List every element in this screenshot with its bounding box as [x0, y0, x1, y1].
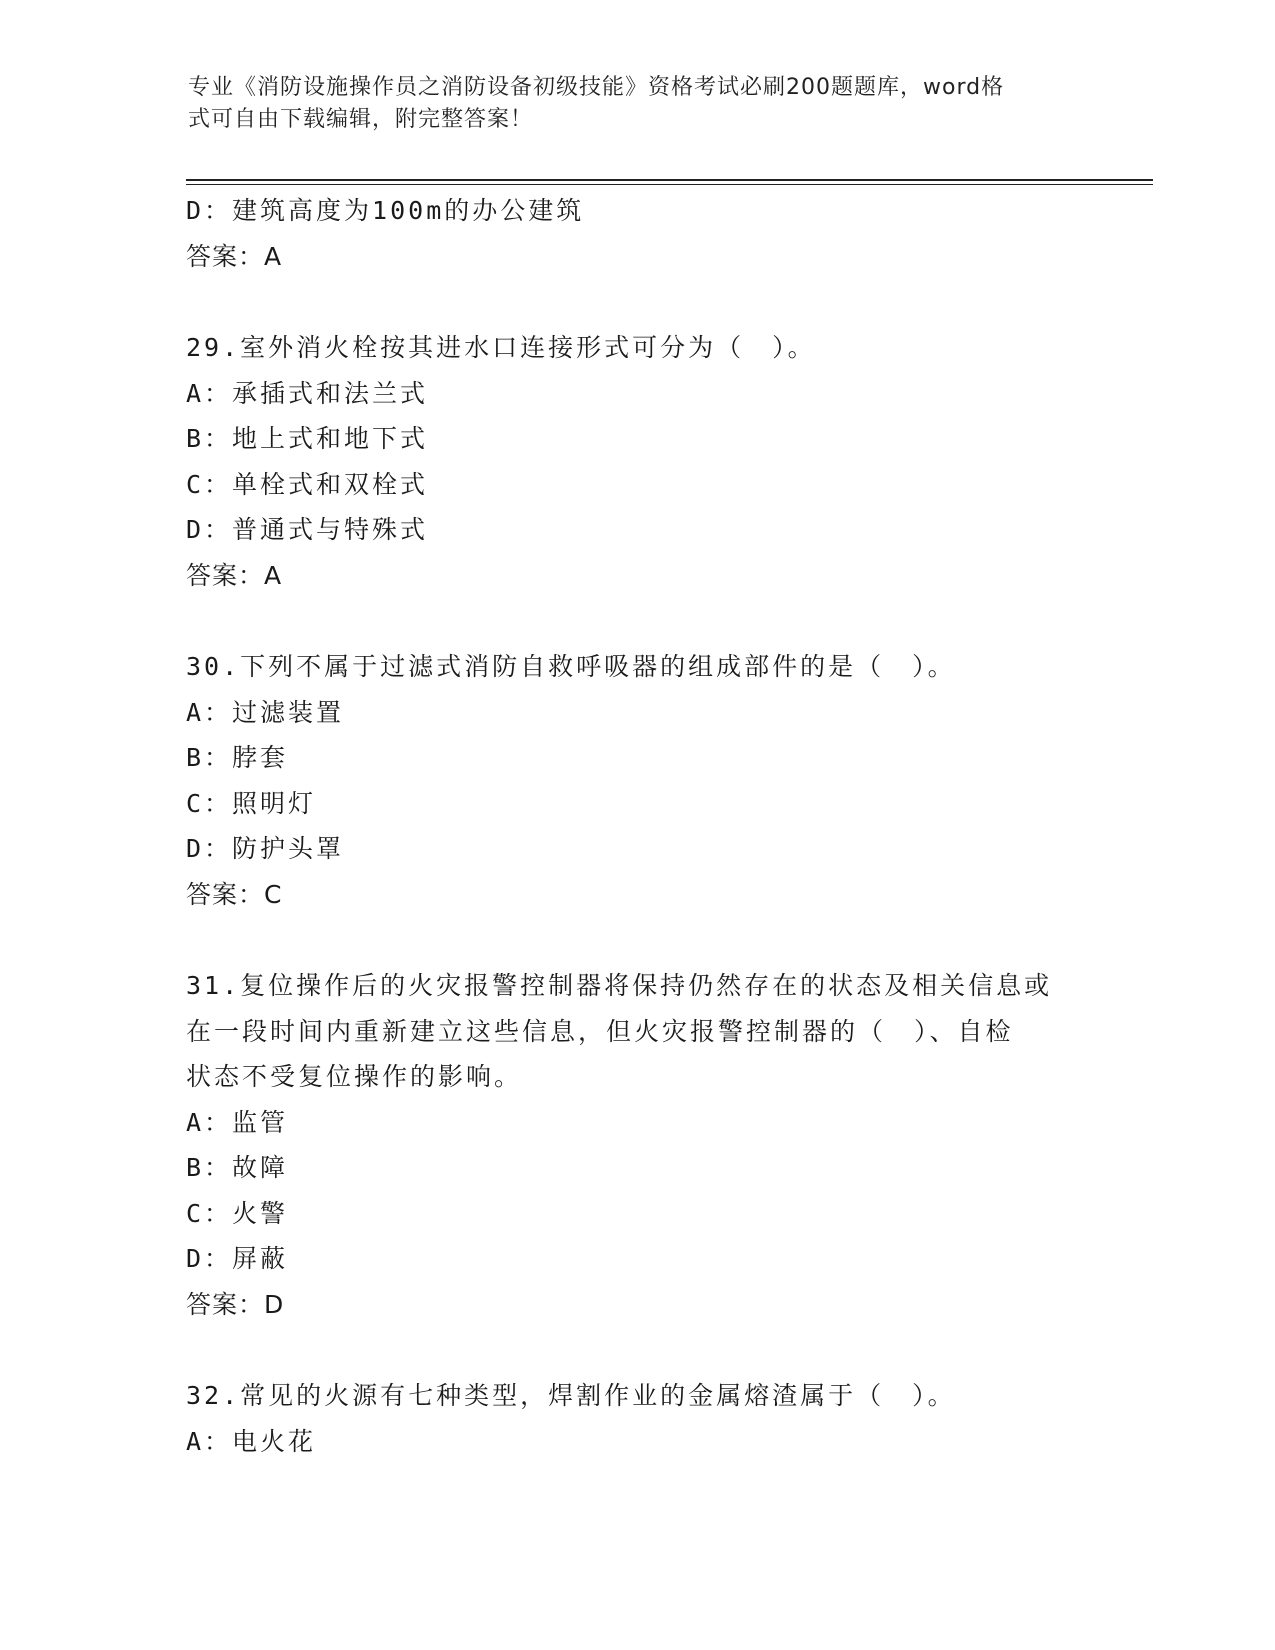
question-30-answer: 答案：C	[186, 879, 283, 909]
spacer	[186, 917, 1086, 963]
question-31	[186, 963, 1086, 1327]
question-31-option-c: C：火警	[186, 1198, 289, 1228]
question-31-option-b: B：故障	[186, 1153, 289, 1182]
question-30	[186, 644, 1086, 917]
spacer	[186, 1327, 1086, 1373]
question-31-text-line-2: 在一段时间内重新建立这些信息，但火灾报警控制器的（ ）、自检	[186, 1016, 1014, 1046]
question-30-option-b: B：脖套	[186, 743, 289, 772]
question-29-option-c: C：单栓式和双栓式	[186, 469, 429, 499]
question-30-text: 30.下列不属于过滤式消防自救呼吸器的组成部件的是（ ）。	[186, 652, 956, 681]
document-header	[188, 72, 1088, 136]
question-29-text: 29.室外消火栓按其进水口连接形式可分为（ ）。	[186, 333, 816, 362]
header-divider-thick	[186, 179, 1153, 181]
question-30-option-c: C：照明灯	[186, 788, 317, 818]
carryover-option-d: D：建筑高度为100m的办公建筑	[186, 196, 585, 225]
question-32-option-a: A：电火花	[186, 1426, 317, 1456]
carryover-answer: 答案：A	[186, 241, 283, 271]
spacer	[186, 279, 1086, 325]
question-31-answer: 答案：D	[186, 1289, 285, 1319]
question-29	[186, 325, 1086, 598]
header-title-line-1: 专业《消防设施操作员之消防设备初级技能》资格考试必刷200题题库，word格	[188, 75, 1005, 100]
question-32	[186, 1373, 1086, 1464]
question-32-text: 32.常见的火源有七种类型，焊割作业的金属熔渣属于（ ）。	[186, 1381, 956, 1410]
question-29-option-b: B：地上式和地下式	[186, 424, 429, 453]
spacer	[186, 598, 1086, 644]
question-31-text-line-1: 31.复位操作后的火灾报警控制器将保持仍然存在的状态及相关信息或	[186, 971, 1053, 1000]
question-31-text-line-3: 状态不受复位操作的影响。	[186, 1062, 523, 1091]
question-29-option-a: A：承插式和法兰式	[186, 378, 429, 408]
question-30-option-d: D：防护头罩	[186, 834, 345, 863]
question-29-answer: 答案：A	[186, 560, 283, 590]
question-31-option-d: D：屏蔽	[186, 1244, 289, 1273]
question-list	[186, 188, 1086, 1464]
header-title-line-2: 式可自由下载编辑，附完整答案！	[188, 107, 534, 132]
question-30-option-a: A：过滤装置	[186, 697, 345, 727]
question-29-option-d: D：普通式与特殊式	[186, 515, 429, 544]
question-31-option-a: A：监管	[186, 1107, 289, 1137]
header-divider-thin	[186, 184, 1153, 185]
